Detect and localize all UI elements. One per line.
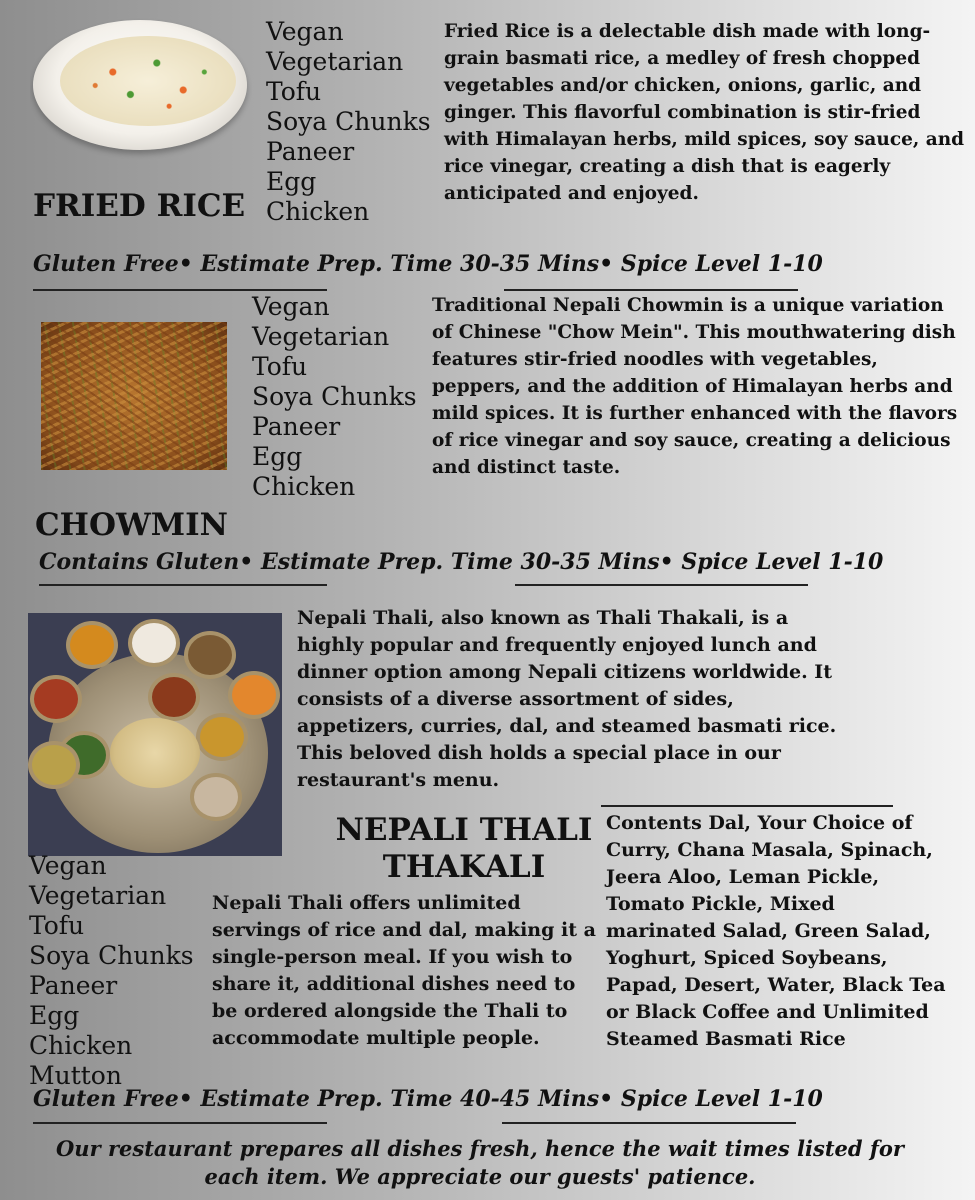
divider <box>504 289 798 291</box>
divider <box>33 289 327 291</box>
fried-rice-title: FRIED RICE <box>33 188 246 224</box>
chowmin-options <box>252 292 417 502</box>
thali-contents: Contents Dal, Your Choice of Curry, Chana Masala, Spinach, Jeera Aloo, Leman Pickle, Tomato Pickle, Mixed marinated Salad, Green Salad, Yoghurt, Spiced Soybeans, Papad, Desert, Water, Black Tea or Black Coffee and Unlimited Steamed Basmati Rice <box>606 812 946 1050</box>
thali-servings: Nepali Thali offers unlimited servings of rice and dal, making it a single-person meal. If you wish to share it, additional dishes need to be ordered alongside the Thali to accommodate multiple people. <box>212 892 596 1049</box>
chowmin-description: Traditional Nepali Chowmin is a unique variation of Chinese "Chow Mein". This mouthwatering dish features stir-fried noodles with vegetables, peppers, and the addition of Himalayan herbs and mild spices. It is further enhanced with the flavors of rice vinegar and soy sauce, creating a delicious and distinct taste. <box>432 295 958 478</box>
thali-title <box>330 812 598 886</box>
divider <box>33 1122 327 1124</box>
option: Vegetarian <box>266 47 404 76</box>
option: Paneer <box>252 412 341 441</box>
thali-description: Nepali Thali, also known as Thali Thakali, is a highly popular and frequently enjoyed lunch and dinner option among Nepali citizens worldwide. It consists of a diverse assortment of sides, appetizers, curries, dal, and steamed basmati rice. This beloved dish holds a special place in our restaurant's menu. <box>297 607 837 791</box>
thali-photo <box>28 613 282 856</box>
option: Soya Chunks <box>252 382 417 411</box>
option: Tofu <box>266 77 322 106</box>
divider <box>515 584 808 586</box>
option: Vegetarian <box>252 322 390 351</box>
fried-rice-options <box>266 17 431 227</box>
option: Vegan <box>29 851 107 880</box>
option: Egg <box>266 167 317 196</box>
chowmin-photo <box>41 322 227 470</box>
option: Soya Chunks <box>29 941 194 970</box>
option: Egg <box>252 442 303 471</box>
footer-note: Our restaurant prepares all dishes fresh, hence the wait times listed for each item. We appreciate our guests' patience. <box>56 1136 904 1189</box>
option: Chicken <box>252 472 356 501</box>
fried-rice-photo <box>30 14 252 160</box>
chowmin-info: Contains Gluten• Estimate Prep. Time 30-35 Mins• Spice Level 1-10 <box>39 549 884 575</box>
chowmin-title: CHOWMIN <box>35 507 228 543</box>
option: Chicken <box>29 1031 133 1060</box>
option: Mutton <box>29 1061 122 1090</box>
divider <box>601 805 893 807</box>
option: Chicken <box>266 197 370 226</box>
option: Egg <box>29 1001 80 1030</box>
option: Vegan <box>266 17 344 46</box>
option: Paneer <box>29 971 118 1000</box>
thali-title-line1: NEPALI THALI <box>335 812 593 848</box>
option: Vegan <box>252 292 330 321</box>
divider <box>39 584 327 586</box>
fried-rice-info: Gluten Free• Estimate Prep. Time 30-35 Mins• Spice Level 1-10 <box>33 251 823 277</box>
option: Vegetarian <box>29 881 167 910</box>
thali-info: Gluten Free• Estimate Prep. Time 40-45 Mins• Spice Level 1-10 <box>33 1086 823 1112</box>
option: Tofu <box>29 911 85 940</box>
option: Tofu <box>252 352 308 381</box>
divider <box>502 1122 796 1124</box>
thali-title-line2: THAKALI <box>382 849 546 885</box>
fried-rice-description: Fried Rice is a delectable dish made with long-grain basmati rice, a medley of fresh chopped vegetables and/or chicken, onions, garlic, and ginger. This flavorful combination is stir-fried with Himalayan herbs, mild spices, soy sauce, and rice vinegar, creating a dish that is eagerly anticipated and enjoyed. <box>444 21 965 204</box>
option: Soya Chunks <box>266 107 431 136</box>
thali-options <box>29 851 194 1091</box>
option: Paneer <box>266 137 355 166</box>
